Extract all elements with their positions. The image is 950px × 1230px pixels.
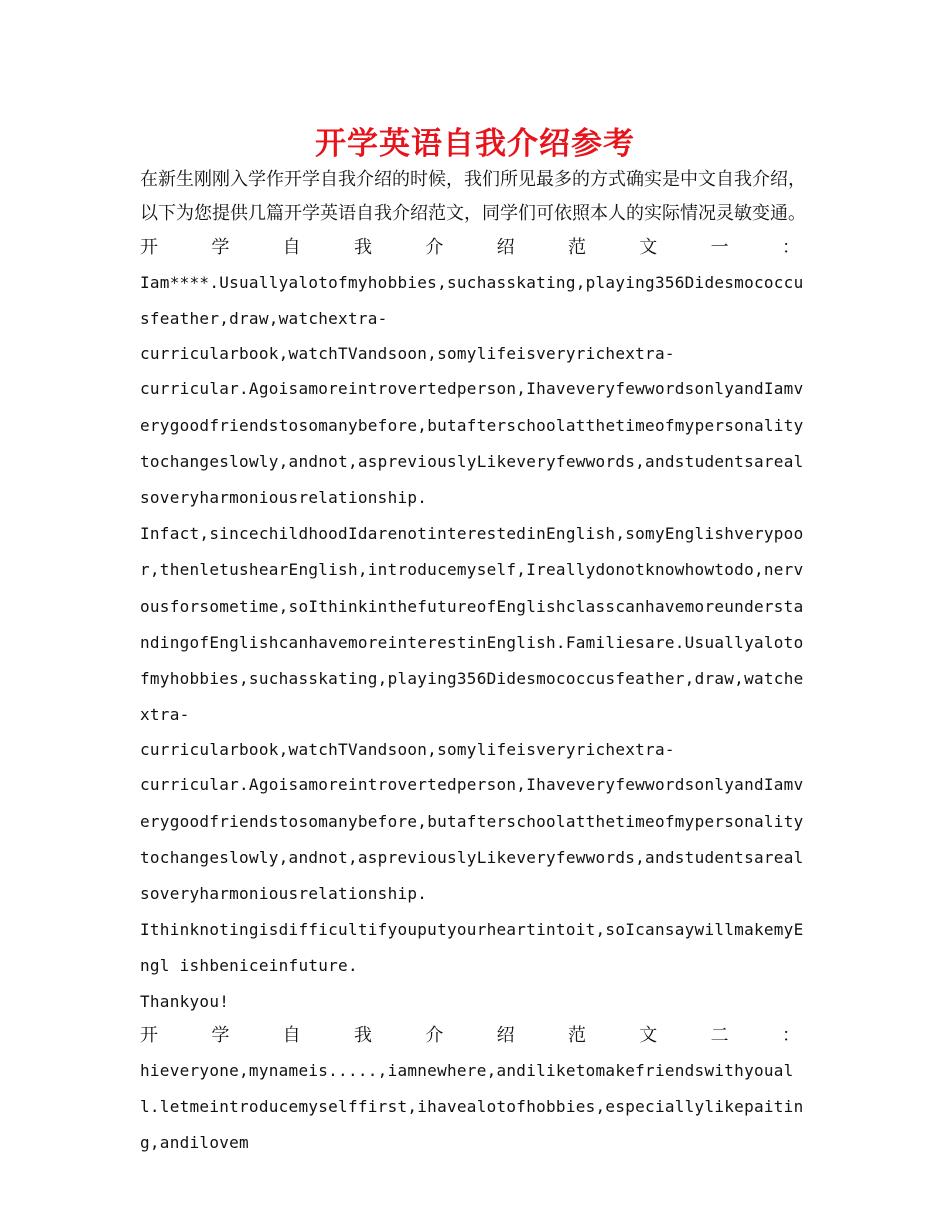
heading-char: 开 <box>140 1024 158 1046</box>
text-line: lowly,andnot,aspreviouslyLikeveryfewwords,andstudentsarealsoveryharmonio <box>140 451 804 508</box>
text-line: oodfriendstosomanybefore,butafterschoolatthetimeofmypersonalitytochanges <box>140 415 804 471</box>
text-line: her,draw,watchextra- <box>189 309 388 329</box>
heading-char: 我 <box>353 237 372 258</box>
heading-char: 介 <box>425 1024 444 1046</box>
heading-char: 介 <box>425 237 444 258</box>
heading-char: 自 <box>282 1024 301 1046</box>
text-line: time,soIthinkinthefutureofEnglishclasscanhavemoreunderstandingofEnglishc <box>140 596 804 652</box>
sample-one-paragraph <box>140 516 812 733</box>
heading-char: 二 <box>710 1024 729 1046</box>
heading-char: 绍 <box>496 237 515 258</box>
closing-line: Thankyou! <box>140 991 230 1011</box>
text-line: usrelationship. <box>278 884 428 904</box>
text-line: ting,playing356Didesmococcusfeather,draw,watchextra- <box>140 669 804 725</box>
text-line: Infact,sincechildhoodIdarenotinterestedinEnglish,somyEnglishverypoor,the <box>140 524 804 580</box>
heading-char: 自 <box>282 237 301 258</box>
heading-char: 开 <box>140 237 158 258</box>
text-line: hieveryone,mynameis.....,iamnewhere,andiliketomakefriendswithyouall.letm <box>140 1060 794 1116</box>
sample-one-paragraph <box>140 371 812 516</box>
sample-one-paragraph <box>140 767 812 912</box>
heading-char: 文 <box>639 1024 658 1046</box>
sample-two-paragraph <box>140 1053 812 1162</box>
text-line: curricular.Agoisamoreintrovertedperson,IhaveveryfewwordsonlyandIamveryg <box>140 379 804 435</box>
text-line: Ithinknotingisdifficultifyouputyourheartintoit,soIcansaywillmakemyEngl is <box>140 920 804 976</box>
heading-char: 一 <box>710 237 729 258</box>
heading-char: 范 <box>567 1024 586 1046</box>
intro-line-1: 在新生刚刚入学作开学自我介绍的时候，我们所见最多的方式确实是中文自我介绍， <box>140 169 806 190</box>
heading-char: 范 <box>567 237 586 258</box>
text-line: usrelationship. <box>278 488 428 508</box>
heading-char: 绍 <box>496 1024 515 1046</box>
sample-two-heading <box>140 1019 800 1053</box>
heading-char: 我 <box>353 1024 372 1046</box>
heading-char: ： <box>781 1024 800 1046</box>
text-line: nletushearEnglish,introducemyself,Ireallydonotknowhowtodo,nervousforsome <box>140 560 804 616</box>
text-line: Iam****.Usuallyalotofmyhobbies,suchasskating,playing356Didesmococcusfeat <box>140 273 804 329</box>
document-title: 开学英语自我介绍参考 <box>315 126 635 162</box>
heading-char: 学 <box>211 237 230 258</box>
sample-one-paragraph: curricularbook,watchTVandsoon,somylifeisveryrichextra- <box>140 740 675 760</box>
sample-one-paragraph: curricularbook,watchTVandsoon,somylifeisveryrichextra- <box>140 344 675 364</box>
document-body <box>140 163 812 1161</box>
sample-one-heading <box>140 231 800 265</box>
text-line: anhavemoreinterestinEnglish.Familiesare.Usuallyalotofmyhobbies,suchasska <box>140 632 804 689</box>
text-line: eintroducemyselffirst,ihavealotofhobbies,especiallylikepaiting,andilovem <box>140 1096 804 1153</box>
heading-char: 文 <box>639 237 658 258</box>
text-line: oodfriendstosomanybefore,butafterschoolatthetimeofmypersonalitytochanges <box>140 811 804 867</box>
sample-one-paragraph <box>140 912 812 984</box>
text-line: hbeniceinfuture. <box>199 956 358 976</box>
sample-one-paragraph <box>140 265 812 337</box>
heading-char: ： <box>781 237 800 258</box>
text-line: lowly,andnot,aspreviouslyLikeveryfewwords,andstudentsarealsoveryharmonio <box>140 847 804 904</box>
text-line: curricular.Agoisamoreintrovertedperson,IhaveveryfewwordsonlyandIamveryg <box>140 775 804 831</box>
intro-line-2: 以下为您提供几篇开学英语自我介绍范文，同学们可依照本人的实际情况灵敏变通。 <box>140 203 806 224</box>
heading-char: 学 <box>211 1024 230 1046</box>
